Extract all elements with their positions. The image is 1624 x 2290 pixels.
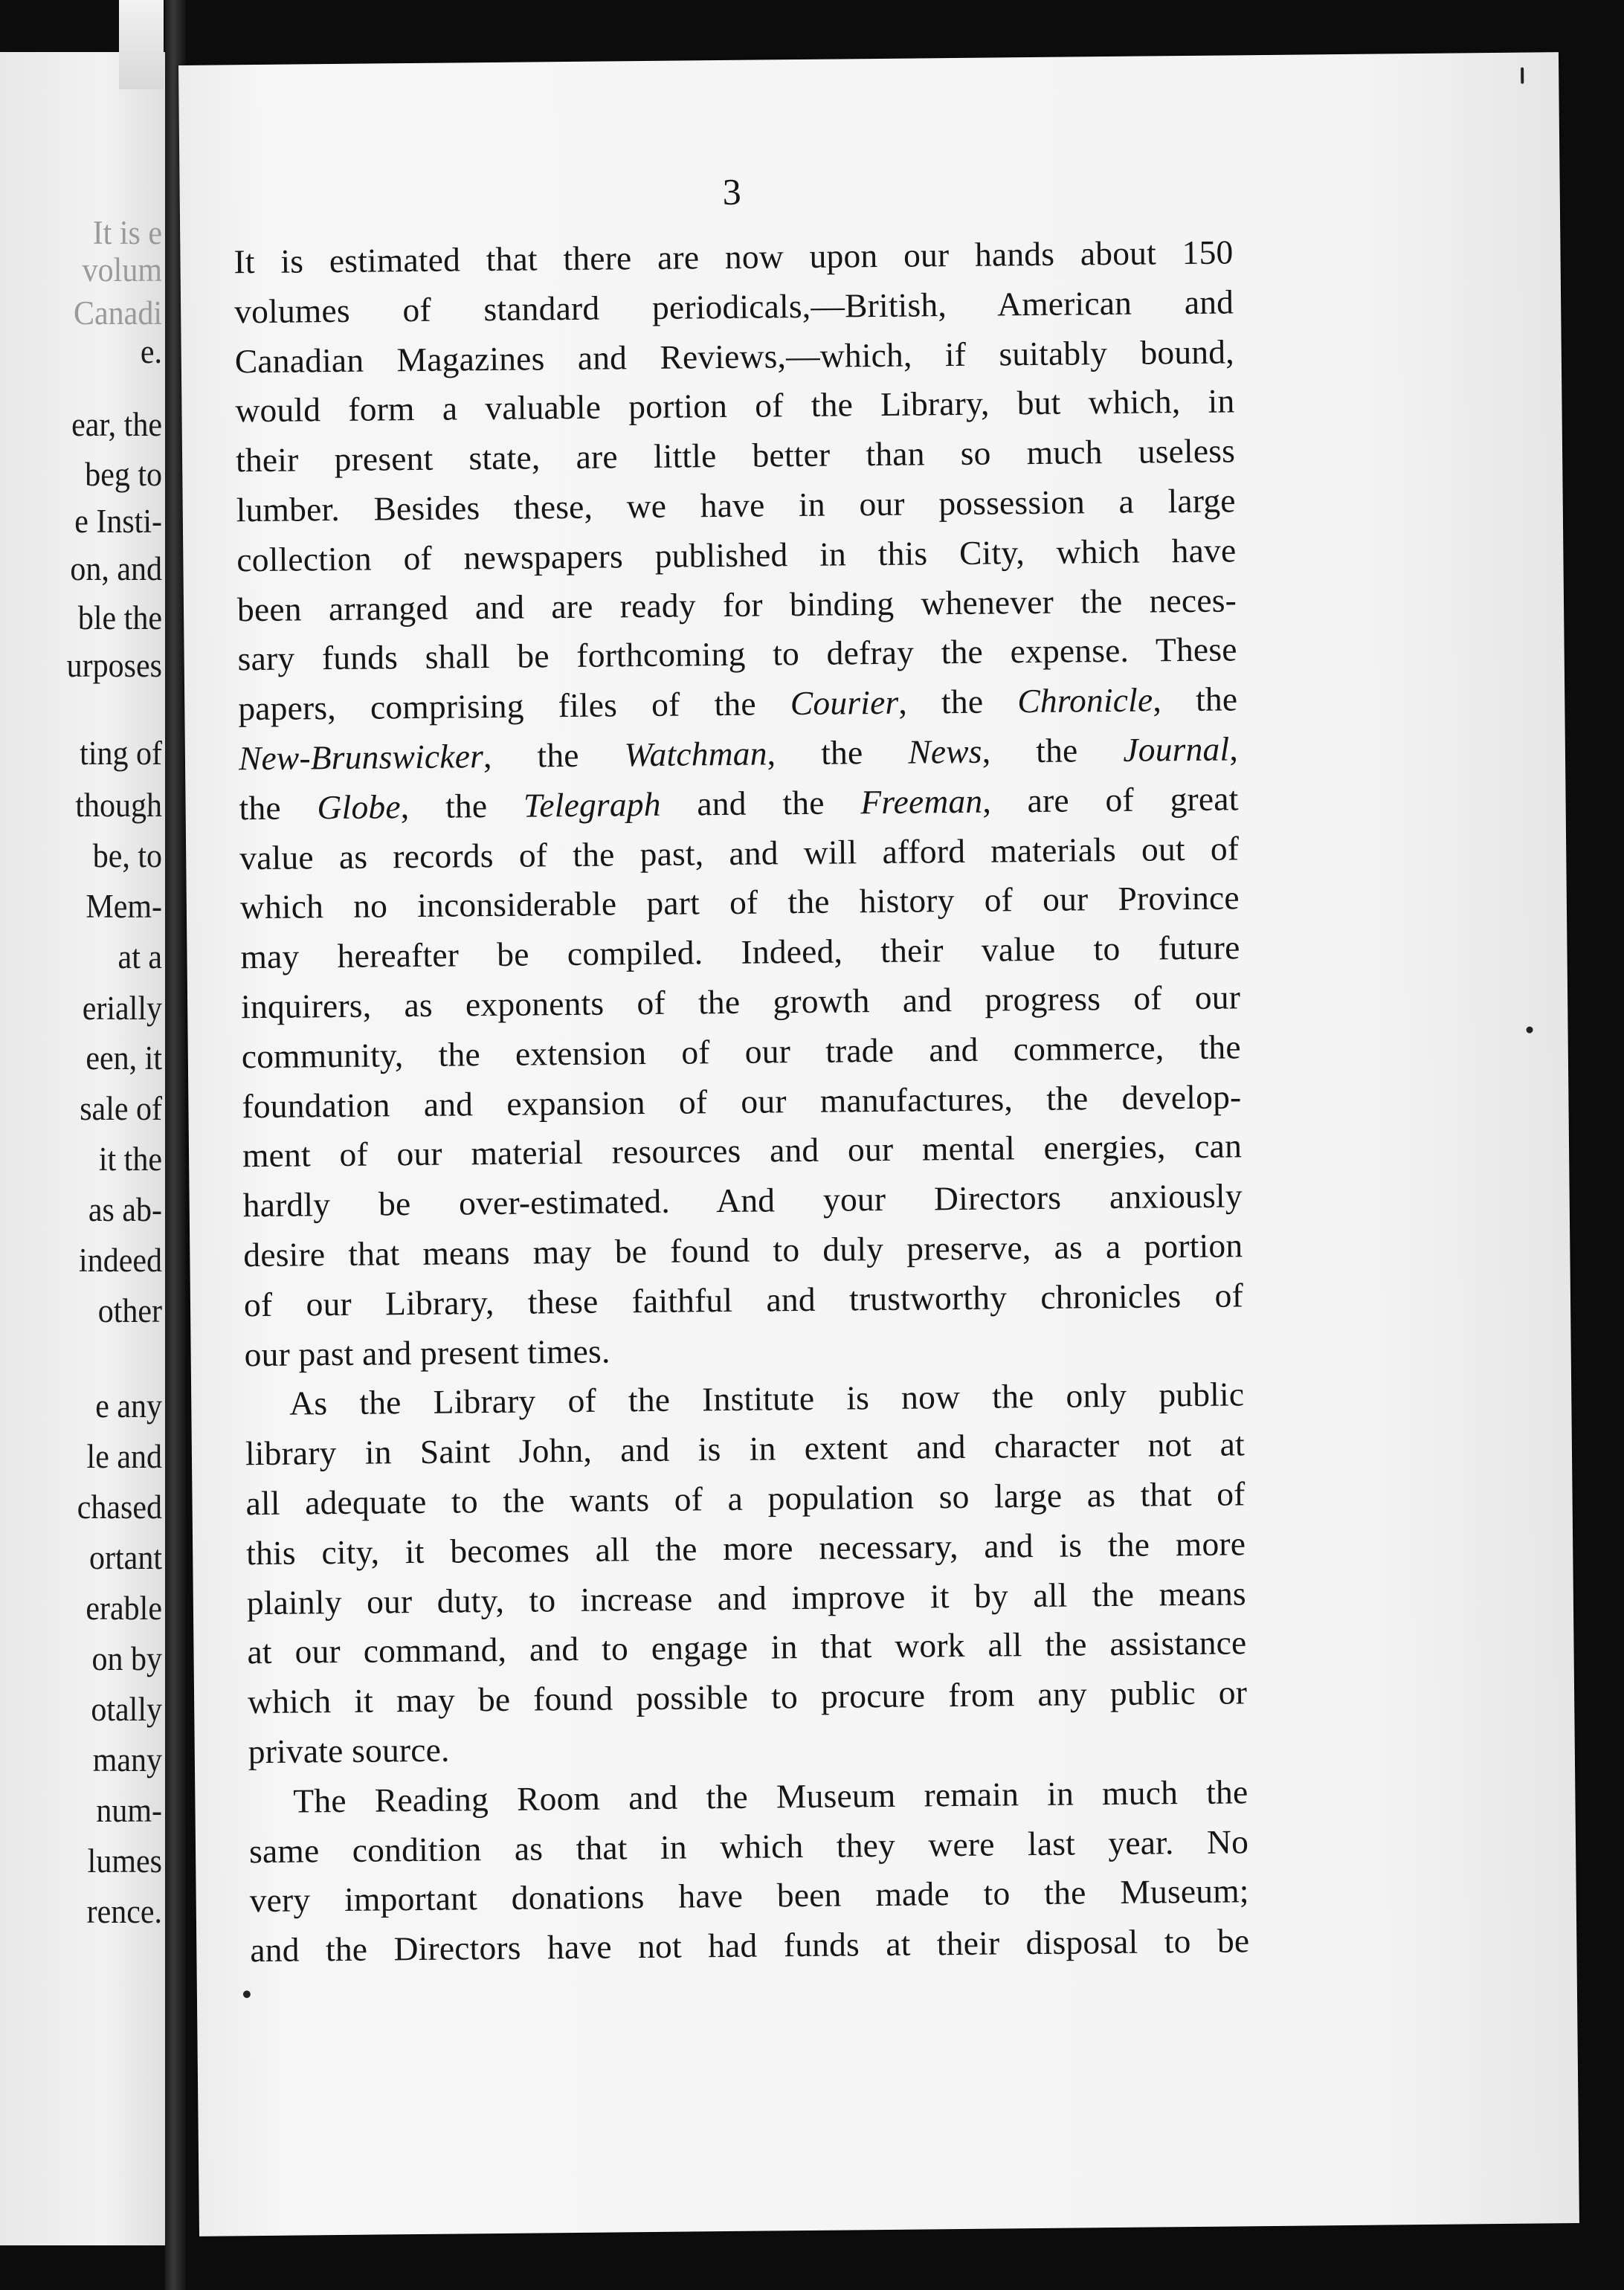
text-segment: this city, it becomes all the more necessary, and is the more — [245, 1524, 1246, 1572]
text-segment: same condition as that in which they were last year. No — [248, 1822, 1249, 1870]
italic-title: News — [908, 732, 982, 771]
italic-title: Freeman — [860, 781, 983, 822]
facing-page-line: indeed — [79, 1242, 162, 1280]
text-line — [248, 1767, 1248, 1827]
facing-page-line: beg to — [85, 457, 162, 494]
text-line — [246, 1519, 1246, 1578]
facing-page-line: e. — [140, 334, 162, 371]
facing-page-line: sale of — [80, 1091, 162, 1128]
facing-page-line: chased — [77, 1489, 162, 1526]
facing-page-line: it the — [98, 1141, 162, 1178]
facing-page-line: ortant — [89, 1540, 162, 1577]
italic-title: Telegraph — [523, 784, 661, 825]
text-segment: It is estimated that there are now upon our hands about 150 — [233, 233, 1234, 281]
facing-page-fragment — [0, 52, 173, 2245]
facing-page-line: many — [92, 1742, 162, 1779]
text-segment: private source. — [248, 1730, 450, 1771]
facing-page-line: urposes — [66, 648, 162, 685]
facing-page-line: though — [75, 787, 162, 825]
text-segment: collection of newspapers published in this City, which have — [236, 531, 1237, 579]
text-segment: ment of our material resources and our mental energies, can — [242, 1126, 1243, 1175]
facing-page-line: as ab- — [88, 1192, 162, 1229]
facing-page-line: Canadi — [74, 295, 162, 332]
text-line — [244, 1271, 1244, 1330]
ink-speck — [1521, 68, 1524, 84]
text-line — [233, 228, 1234, 287]
facing-page-line: een, it — [86, 1040, 162, 1077]
text-segment: which no inconsiderable part of the history of our Province — [239, 878, 1240, 926]
text-segment: of our Library, these faithful and trustworthy chronicles of — [243, 1276, 1244, 1323]
text-line — [241, 1022, 1241, 1082]
text-segment: may hereafter be compiled. Indeed, their value to future — [240, 928, 1240, 976]
text-line — [234, 277, 1234, 337]
text-segment: papers, comprising files of the — [238, 684, 791, 728]
text-segment: very important donations have been made to the Museum; — [249, 1871, 1249, 1920]
facing-page-line: at a — [117, 939, 162, 976]
facing-page-line: It is e — [92, 215, 162, 252]
italic-title: Chronicle — [1017, 680, 1153, 720]
text-segment: , are of great — [982, 779, 1239, 820]
text-segment: , the — [400, 786, 524, 825]
text-segment: sary funds shall be forthcoming to defray the expense. These — [237, 630, 1237, 678]
text-segment: library in Saint John, and is in extent and character not at — [245, 1425, 1246, 1473]
facing-page-line: e Insti- — [74, 503, 162, 541]
facing-page-line: ear, the — [71, 407, 162, 444]
text-segment: Canadian Magazines and Reviews,—which, if suitably bound, — [234, 332, 1235, 380]
text-line — [236, 476, 1236, 535]
text-segment: would form a valuable portion of the Library, but which, in — [235, 381, 1235, 430]
text-segment: the — [239, 788, 318, 828]
facing-page-line: erially — [82, 990, 162, 1028]
facing-page-line: ting of — [80, 735, 162, 773]
text-segment: volumes of standard periodicals,—British, American and — [233, 283, 1234, 331]
text-segment: our past and present times. — [244, 1332, 610, 1373]
facing-page-line: ble the — [77, 600, 162, 637]
facing-page-line: volum — [82, 252, 162, 289]
ink-speck — [243, 1990, 251, 1998]
paper-tab — [119, 0, 164, 89]
text-segment: , — [1229, 729, 1239, 768]
text-segment: , the — [1153, 680, 1238, 719]
facing-page-line: Mem- — [86, 888, 162, 926]
text-segment: which it may be found possible to procure from any public or — [247, 1673, 1248, 1721]
text-segment: their present state, are little better than so much useless — [235, 431, 1236, 480]
text-segment: all adequate to the wants of a population so large as that of — [245, 1474, 1246, 1523]
text-line — [245, 1469, 1246, 1529]
document-page — [178, 52, 1579, 2236]
text-segment: desire that means may be found to duly preserve, as a portion — [243, 1226, 1243, 1274]
facing-page-line: num- — [96, 1793, 162, 1830]
italic-title: New-Brunswicker — [238, 737, 484, 778]
text-line — [241, 973, 1241, 1032]
text-line — [239, 724, 1239, 784]
text-segment: and the Directors have not had funds at their disposal to be — [250, 1921, 1250, 1970]
text-line — [248, 1668, 1248, 1727]
text-line — [240, 923, 1240, 983]
facing-page-line: e any — [95, 1388, 162, 1425]
text-segment: lumber. Besides these, we have in our possession a large — [236, 481, 1236, 529]
italic-title: Journal — [1123, 729, 1230, 769]
facing-page-line: lumes — [87, 1843, 162, 1880]
text-segment: inquirers, as exponents of the growth and progress of our — [240, 978, 1241, 1026]
text-segment: been arranged and are ready for binding whenever the neces- — [236, 580, 1237, 628]
facing-page-line: on by — [91, 1641, 162, 1678]
italic-title: Watchman — [624, 734, 767, 774]
text-segment: , the — [483, 735, 625, 775]
text-line — [243, 1221, 1243, 1280]
facing-page-line: le and — [86, 1439, 162, 1476]
text-segment: plainly our duty, to increase and improve it by all the means — [246, 1573, 1247, 1622]
text-segment: hardly be over-estimated. And your Directors anxiously — [242, 1176, 1243, 1225]
text-segment: and the — [660, 783, 861, 823]
italic-title: Globe — [317, 787, 401, 827]
italic-title: Courier — [790, 683, 899, 723]
facing-page-line: on, and — [70, 551, 162, 588]
ink-speck — [1526, 1027, 1533, 1033]
page-number: 3 — [722, 170, 741, 213]
facing-page-line: otally — [91, 1691, 162, 1729]
text-line — [242, 1171, 1243, 1231]
text-line — [239, 774, 1239, 833]
text-segment: , the — [982, 730, 1124, 770]
text-segment: foundation and expansion of our manufactures, the develop- — [242, 1077, 1242, 1125]
facing-page-line: be, to — [92, 838, 162, 875]
text-segment: value as records of the past, and will afford materials out of — [239, 828, 1240, 877]
text-line — [250, 1916, 1250, 1975]
facing-page-line: rence. — [86, 1894, 162, 1931]
text-line — [245, 1419, 1246, 1479]
text-segment: As the Library of the Institute is now the only public — [289, 1375, 1245, 1422]
body-text — [233, 228, 1249, 1975]
text-segment: at our command, and to engage in that work all the assistance — [247, 1623, 1247, 1671]
text-segment: The Reading Room and the Museum remain in much the — [293, 1773, 1248, 1820]
text-segment: community, the extension of our trade and commerce, the — [241, 1028, 1241, 1075]
facing-page-line: erable — [86, 1590, 162, 1628]
text-segment: , the — [898, 682, 1018, 721]
facing-page-line: other — [97, 1293, 162, 1330]
text-line — [236, 526, 1237, 585]
text-segment: , the — [767, 732, 909, 773]
